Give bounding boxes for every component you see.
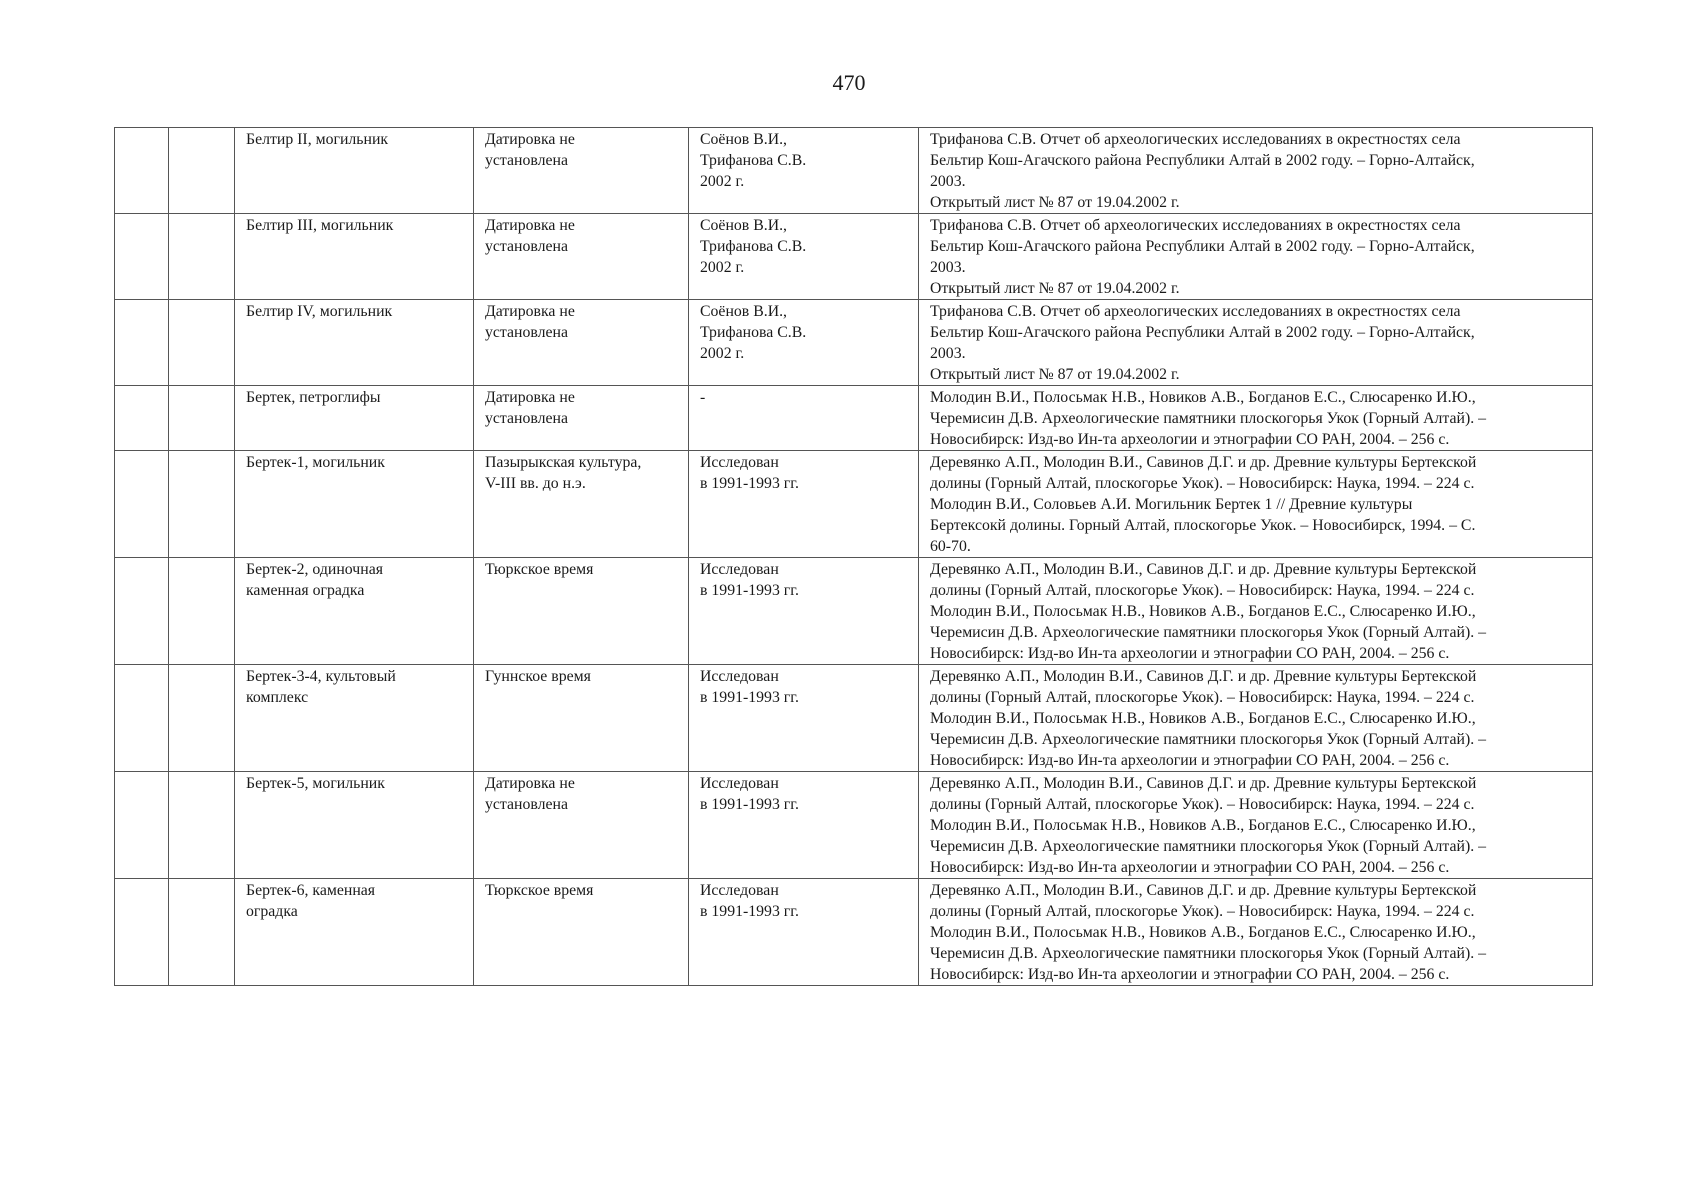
literature-line: Новосибирск: Изд-во Ин-та археологии и этнографии СО РАН, 2004. – 256 с. <box>930 859 1450 876</box>
researcher-line: - <box>700 389 706 406</box>
researcher-cell <box>689 451 919 558</box>
code-cell <box>169 214 235 300</box>
researcher-cell <box>689 558 919 665</box>
dating-cell <box>474 386 689 451</box>
literature-line: долины (Горный Алтай, плоскогорье Укок). – Новосибирск: Наука, 1994. – 224 с. <box>930 796 1475 813</box>
number-cell <box>115 300 169 386</box>
dating-line: Пазырыкская культура, <box>485 454 642 471</box>
code-cell <box>169 451 235 558</box>
literature-line: Новосибирск: Изд-во Ин-та археологии и этнографии СО РАН, 2004. – 256 с. <box>930 752 1450 769</box>
literature-line: Новосибирск: Изд-во Ин-та археологии и этнографии СО РАН, 2004. – 256 с. <box>930 431 1450 448</box>
researcher-cell <box>689 300 919 386</box>
dating-line: установлена <box>485 238 568 255</box>
literature-line: Деревянко А.П., Молодин В.И., Савинов Д.Г. и др. Древние культуры Бертекской <box>930 561 1477 578</box>
researcher-cell <box>689 128 919 214</box>
researcher-line: в 1991-1993 гг. <box>700 582 799 599</box>
researcher-line: Исследован <box>700 775 779 792</box>
researcher-cell <box>689 879 919 986</box>
researcher-cell <box>689 665 919 772</box>
site-name-line: оградка <box>246 903 298 920</box>
table-row <box>115 386 1593 451</box>
literature-line: Молодин В.И., Полосьмак Н.В., Новиков А.В., Богданов Е.С., Слюсаренко И.Ю., <box>930 389 1476 406</box>
researcher-cell <box>689 772 919 879</box>
literature-cell <box>919 386 1593 451</box>
literature-cell <box>919 214 1593 300</box>
researcher-line: Исследован <box>700 454 779 471</box>
dating-cell <box>474 300 689 386</box>
table-row <box>115 665 1593 772</box>
researcher-line: Трифанова С.В. <box>700 238 807 255</box>
site-name-cell <box>235 558 474 665</box>
researcher-line: Трифанова С.В. <box>700 324 807 341</box>
literature-line: Бельтир Кош-Агачского района Республики Алтай в 2002 году. – Горно-Алтайск, <box>930 152 1475 169</box>
researcher-cell <box>689 214 919 300</box>
literature-line: Деревянко А.П., Молодин В.И., Савинов Д.Г. и др. Древние культуры Бертекской <box>930 668 1477 685</box>
literature-line: Черемисин Д.В. Археологические памятники плоскогорья Укок (Горный Алтай). – <box>930 624 1487 641</box>
dating-cell <box>474 558 689 665</box>
researcher-line: Исследован <box>700 882 779 899</box>
site-name-line: Бертек-2, одиночная <box>246 561 383 578</box>
number-cell <box>115 128 169 214</box>
literature-line: Молодин В.И., Полосьмак Н.В., Новиков А.В., Богданов Е.С., Слюсаренко И.Ю., <box>930 924 1476 941</box>
site-name-cell <box>235 879 474 986</box>
researcher-line: Трифанова С.В. <box>700 152 807 169</box>
site-name-line: комплекс <box>246 689 309 706</box>
literature-line: долины (Горный Алтай, плоскогорье Укок). – Новосибирск: Наука, 1994. – 224 с. <box>930 475 1475 492</box>
code-cell <box>169 879 235 986</box>
site-name-line: каменная оградка <box>246 582 365 599</box>
literature-line: Новосибирск: Изд-во Ин-та археологии и этнографии СО РАН, 2004. – 256 с. <box>930 966 1450 983</box>
dating-line: Тюркское время <box>485 561 594 578</box>
table-row <box>115 879 1593 986</box>
researcher-line: в 1991-1993 гг. <box>700 475 799 492</box>
dating-line: V-III вв. до н.э. <box>485 475 586 492</box>
researcher-cell <box>689 386 919 451</box>
literature-line: Открытый лист № 87 от 19.04.2002 г. <box>930 280 1180 297</box>
literature-cell <box>919 451 1593 558</box>
dating-line: установлена <box>485 796 568 813</box>
researcher-line: в 1991-1993 гг. <box>700 689 799 706</box>
table-row <box>115 128 1593 214</box>
number-cell <box>115 386 169 451</box>
literature-line: Трифанова С.В. Отчет об археологических исследованиях в окрестностях села <box>930 303 1461 320</box>
literature-line: Молодин В.И., Полосьмак Н.В., Новиков А.В., Богданов Е.С., Слюсаренко И.Ю., <box>930 817 1476 834</box>
literature-line: 2003. <box>930 259 966 276</box>
table-row <box>115 451 1593 558</box>
literature-line: Трифанова С.В. Отчет об археологических исследованиях в окрестностях села <box>930 217 1461 234</box>
dating-line: Датировка не <box>485 303 575 320</box>
dating-line: установлена <box>485 152 568 169</box>
code-cell <box>169 386 235 451</box>
site-name-line: Бертек-6, каменная <box>246 882 376 899</box>
researcher-line: Исследован <box>700 561 779 578</box>
literature-line: 2003. <box>930 173 966 190</box>
table-row <box>115 772 1593 879</box>
literature-line: Молодин В.И., Полосьмак Н.В., Новиков А.В., Богданов Е.С., Слюсаренко И.Ю., <box>930 603 1476 620</box>
site-name-cell <box>235 300 474 386</box>
dating-cell <box>474 772 689 879</box>
code-cell <box>169 665 235 772</box>
site-name-cell <box>235 386 474 451</box>
site-name-cell <box>235 451 474 558</box>
dating-line: установлена <box>485 324 568 341</box>
dating-cell <box>474 214 689 300</box>
literature-line: Деревянко А.П., Молодин В.И., Савинов Д.Г. и др. Древние культуры Бертекской <box>930 454 1477 471</box>
site-name-line: Белтир III, могильник <box>246 217 394 234</box>
researcher-line: в 1991-1993 гг. <box>700 796 799 813</box>
site-name-cell <box>235 214 474 300</box>
literature-cell <box>919 558 1593 665</box>
researcher-line: 2002 г. <box>700 259 745 276</box>
dating-line: установлена <box>485 410 568 427</box>
code-cell <box>169 558 235 665</box>
literature-line: Черемисин Д.В. Археологические памятники плоскогорья Укок (Горный Алтай). – <box>930 731 1487 748</box>
dating-cell <box>474 451 689 558</box>
dating-line: Датировка не <box>485 131 575 148</box>
researcher-line: 2002 г. <box>700 345 745 362</box>
site-name-line: Бертек-3-4, культовый <box>246 668 396 685</box>
literature-line: долины (Горный Алтай, плоскогорье Укок). – Новосибирск: Наука, 1994. – 224 с. <box>930 903 1475 920</box>
number-cell <box>115 772 169 879</box>
number-cell <box>115 214 169 300</box>
literature-cell <box>919 665 1593 772</box>
code-cell <box>169 772 235 879</box>
site-name-line: Бертек, петроглифы <box>246 389 381 406</box>
dating-cell <box>474 665 689 772</box>
literature-cell <box>919 772 1593 879</box>
site-name-line: Бертек-1, могильник <box>246 454 385 471</box>
literature-line: Бертексокй долины. Горный Алтай, плоскогорье Укок. – Новосибирск, 1994. – С. <box>930 517 1476 534</box>
literature-line: Бельтир Кош-Агачского района Республики Алтай в 2002 году. – Горно-Алтайск, <box>930 238 1475 255</box>
site-name-line: Белтир IV, могильник <box>246 303 393 320</box>
researcher-line: в 1991-1993 гг. <box>700 903 799 920</box>
researcher-line: Соёнов В.И., <box>700 217 787 234</box>
literature-line: Деревянко А.П., Молодин В.И., Савинов Д.Г. и др. Древние культуры Бертекской <box>930 775 1477 792</box>
code-cell <box>169 128 235 214</box>
site-name-cell <box>235 665 474 772</box>
table-row <box>115 300 1593 386</box>
code-cell <box>169 300 235 386</box>
literature-cell <box>919 879 1593 986</box>
literature-line: 60-70. <box>930 538 971 555</box>
site-name-line: Белтир II, могильник <box>246 131 389 148</box>
number-cell <box>115 879 169 986</box>
literature-line: Черемисин Д.В. Археологические памятники плоскогорья Укок (Горный Алтай). – <box>930 838 1487 855</box>
monuments-table <box>114 127 1593 986</box>
table-body <box>115 128 1593 986</box>
dating-line: Гуннское время <box>485 668 591 685</box>
literature-cell <box>919 128 1593 214</box>
researcher-line: Исследован <box>700 668 779 685</box>
literature-line: Открытый лист № 87 от 19.04.2002 г. <box>930 194 1180 211</box>
dating-line: Датировка не <box>485 217 575 234</box>
site-name-cell <box>235 772 474 879</box>
site-name-cell <box>235 128 474 214</box>
number-cell <box>115 665 169 772</box>
table-row <box>115 214 1593 300</box>
literature-line: Открытый лист № 87 от 19.04.2002 г. <box>930 366 1180 383</box>
table-row <box>115 558 1593 665</box>
literature-line: долины (Горный Алтай, плоскогорье Укок). – Новосибирск: Наука, 1994. – 224 с. <box>930 582 1475 599</box>
dating-line: Датировка не <box>485 775 575 792</box>
researcher-line: Соёнов В.И., <box>700 303 787 320</box>
number-cell <box>115 558 169 665</box>
literature-cell <box>919 300 1593 386</box>
literature-line: Черемисин Д.В. Археологические памятники плоскогорья Укок (Горный Алтай). – <box>930 945 1487 962</box>
dating-line: Датировка не <box>485 389 575 406</box>
dating-line: Тюркское время <box>485 882 594 899</box>
literature-line: 2003. <box>930 345 966 362</box>
researcher-line: Соёнов В.И., <box>700 131 787 148</box>
literature-line: Черемисин Д.В. Археологические памятники плоскогорья Укок (Горный Алтай). – <box>930 410 1487 427</box>
literature-line: Молодин В.И., Соловьев А.И. Могильник Бертек 1 // Древние культуры <box>930 496 1413 513</box>
dating-cell <box>474 128 689 214</box>
literature-line: долины (Горный Алтай, плоскогорье Укок). – Новосибирск: Наука, 1994. – 224 с. <box>930 689 1475 706</box>
literature-line: Деревянко А.П., Молодин В.И., Савинов Д.Г. и др. Древние культуры Бертекской <box>930 882 1477 899</box>
site-name-line: Бертек-5, могильник <box>246 775 385 792</box>
literature-line: Трифанова С.В. Отчет об археологических исследованиях в окрестностях села <box>930 131 1461 148</box>
literature-line: Бельтир Кош-Агачского района Республики Алтай в 2002 году. – Горно-Алтайск, <box>930 324 1475 341</box>
page-number: 470 <box>832 70 866 95</box>
literature-line: Новосибирск: Изд-во Ин-та археологии и этнографии СО РАН, 2004. – 256 с. <box>930 645 1450 662</box>
number-cell <box>115 451 169 558</box>
dating-cell <box>474 879 689 986</box>
researcher-line: 2002 г. <box>700 173 745 190</box>
literature-line: Молодин В.И., Полосьмак Н.В., Новиков А.В., Богданов Е.С., Слюсаренко И.Ю., <box>930 710 1476 727</box>
